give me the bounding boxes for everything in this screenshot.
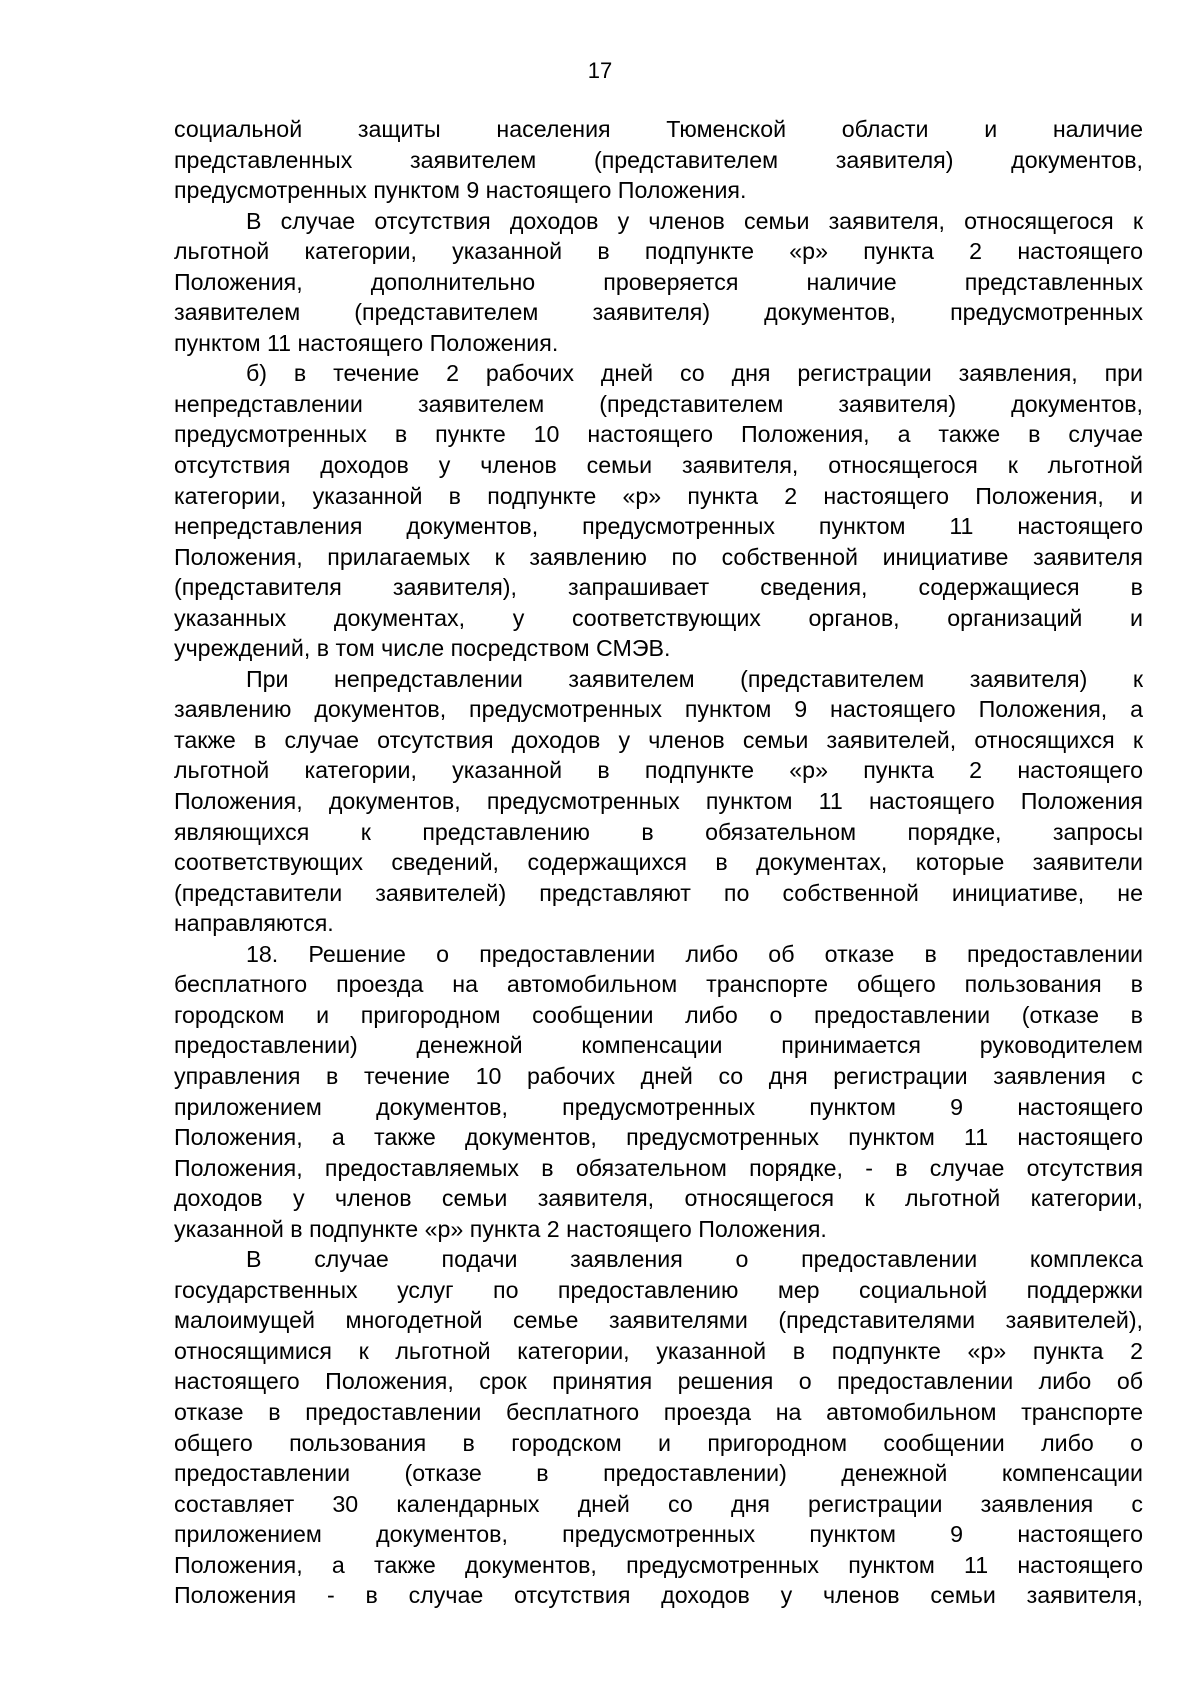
text-line: Положения, прилагаемых к заявлению по собственной инициативе заявителя	[174, 543, 1143, 570]
document-body	[174, 114, 1143, 1611]
text-line: относящимися к льготной категории, указанной в подпункте «р» пункта 2	[174, 1337, 1143, 1364]
text-line: являющихся к представлению в обязательном порядке, запросы	[174, 818, 1143, 845]
text-line: общего пользования в городском и пригородном сообщении либо о	[174, 1429, 1143, 1456]
text-line: (представителя заявителя), запрашивает сведения, содержащиеся в	[174, 574, 1143, 601]
text-line: учреждений, в том числе посредством СМЭВ.	[174, 635, 671, 662]
text-line: приложением документов, предусмотренных пунктом 9 настоящего	[174, 1093, 1143, 1120]
text-line: предусмотренных пунктом 9 настоящего Положения.	[174, 177, 747, 204]
text-line: Положения, а также документов, предусмотренных пунктом 11 настоящего	[174, 1124, 1143, 1151]
text-line: приложением документов, предусмотренных пунктом 9 настоящего	[174, 1521, 1143, 1548]
text-line: предоставлении) денежной компенсации принимается руководителем	[174, 1032, 1143, 1059]
text-line: Положения, дополнительно проверяется наличие представленных	[174, 268, 1143, 295]
text-line: представленных заявителем (представителем заявителя) документов,	[174, 146, 1143, 173]
page-number: 17	[587, 58, 613, 83]
text-line: отсутствия доходов у членов семьи заявителя, относящегося к льготной	[174, 452, 1143, 479]
text-line: категории, указанной в подпункте «р» пункта 2 настоящего Положения, и	[174, 482, 1143, 509]
text-line: социальной защиты населения Тюменской области и наличие	[174, 116, 1143, 142]
text-line: Положения, предоставляемых в обязательном порядке, - в случае отсутствия	[174, 1154, 1143, 1181]
text-line: 18. Решение о предоставлении либо об отказе в предоставлении	[246, 940, 1143, 967]
text-line: государственных услуг по предоставлению мер социальной поддержки	[174, 1276, 1143, 1303]
text-line: б) в течение 2 рабочих дней со дня регистрации заявления, при	[246, 360, 1143, 387]
text-line: непредставлении заявителем (представителем заявителя) документов,	[174, 390, 1143, 417]
text-line: заявителем (представителем заявителя) документов, предусмотренных	[174, 299, 1143, 326]
text-line: В случае подачи заявления о предоставлении комплекса	[246, 1246, 1143, 1273]
paragraph-item-b	[174, 358, 1143, 663]
text-line: В случае отсутствия доходов у членов семьи заявителя, относящегося к	[246, 207, 1143, 234]
text-line: соответствующих сведений, содержащихся в документах, которые заявители	[174, 849, 1143, 876]
text-line: также в случае отсутствия доходов у членов семьи заявителей, относящихся к	[174, 726, 1143, 753]
paragraph-continuation	[174, 114, 1143, 206]
text-line: Положения - в случае отсутствия доходов у членов семьи заявителя,	[174, 1582, 1143, 1609]
text-line: бесплатного проезда на автомобильном транспорте общего пользования в	[174, 971, 1143, 998]
text-line: указанных документах, у соответствующих органов, организаций и	[174, 604, 1143, 631]
text-line: (представители заявителей) представляют по собственной инициативе, не	[174, 879, 1143, 906]
text-line: При непредставлении заявителем (представителем заявителя) к	[246, 665, 1143, 692]
text-line: заявлению документов, предусмотренных пунктом 9 настоящего Положения, а	[174, 696, 1143, 723]
text-line: малоимущей многодетной семье заявителями (представителями заявителей),	[174, 1307, 1143, 1334]
text-line: отказе в предоставлении бесплатного проезда на автомобильном транспорте	[174, 1398, 1143, 1425]
text-line: льготной категории, указанной в подпункте «р» пункта 2 настоящего	[174, 757, 1143, 784]
text-line: городском и пригородном сообщении либо о предоставлении (отказе в	[174, 1001, 1143, 1028]
text-line: предоставлении (отказе в предоставлении) денежной компенсации	[174, 1460, 1143, 1487]
text-line: составляет 30 календарных дней со дня регистрации заявления с	[174, 1490, 1143, 1517]
text-line: пунктом 11 настоящего Положения.	[174, 329, 559, 356]
text-line: Положения, а также документов, предусмотренных пунктом 11 настоящего	[174, 1551, 1143, 1578]
paragraph-no-income-case	[174, 206, 1143, 359]
paragraph-non-submission	[174, 664, 1143, 939]
text-line: предусмотренных в пункте 10 настоящего Положения, а также в случае	[174, 421, 1143, 448]
text-line: управления в течение 10 рабочих дней со дня регистрации заявления с	[174, 1062, 1143, 1089]
text-line: льготной категории, указанной в подпункте «р» пункта 2 настоящего	[174, 238, 1143, 265]
text-line: настоящего Положения, срок принятия решения о предоставлении либо об	[174, 1368, 1143, 1395]
text-line: указанной в подпункте «р» пункта 2 настоящего Положения.	[174, 1215, 827, 1242]
text-line: доходов у членов семьи заявителя, относящегося к льготной категории,	[174, 1185, 1143, 1212]
text-line: направляются.	[174, 910, 334, 937]
paragraph-complex-services	[174, 1244, 1143, 1611]
paragraph-item-18	[174, 939, 1143, 1244]
text-line: непредставления документов, предусмотренных пунктом 11 настоящего	[174, 513, 1143, 540]
text-line: Положения, документов, предусмотренных пунктом 11 настоящего Положения	[174, 788, 1143, 815]
